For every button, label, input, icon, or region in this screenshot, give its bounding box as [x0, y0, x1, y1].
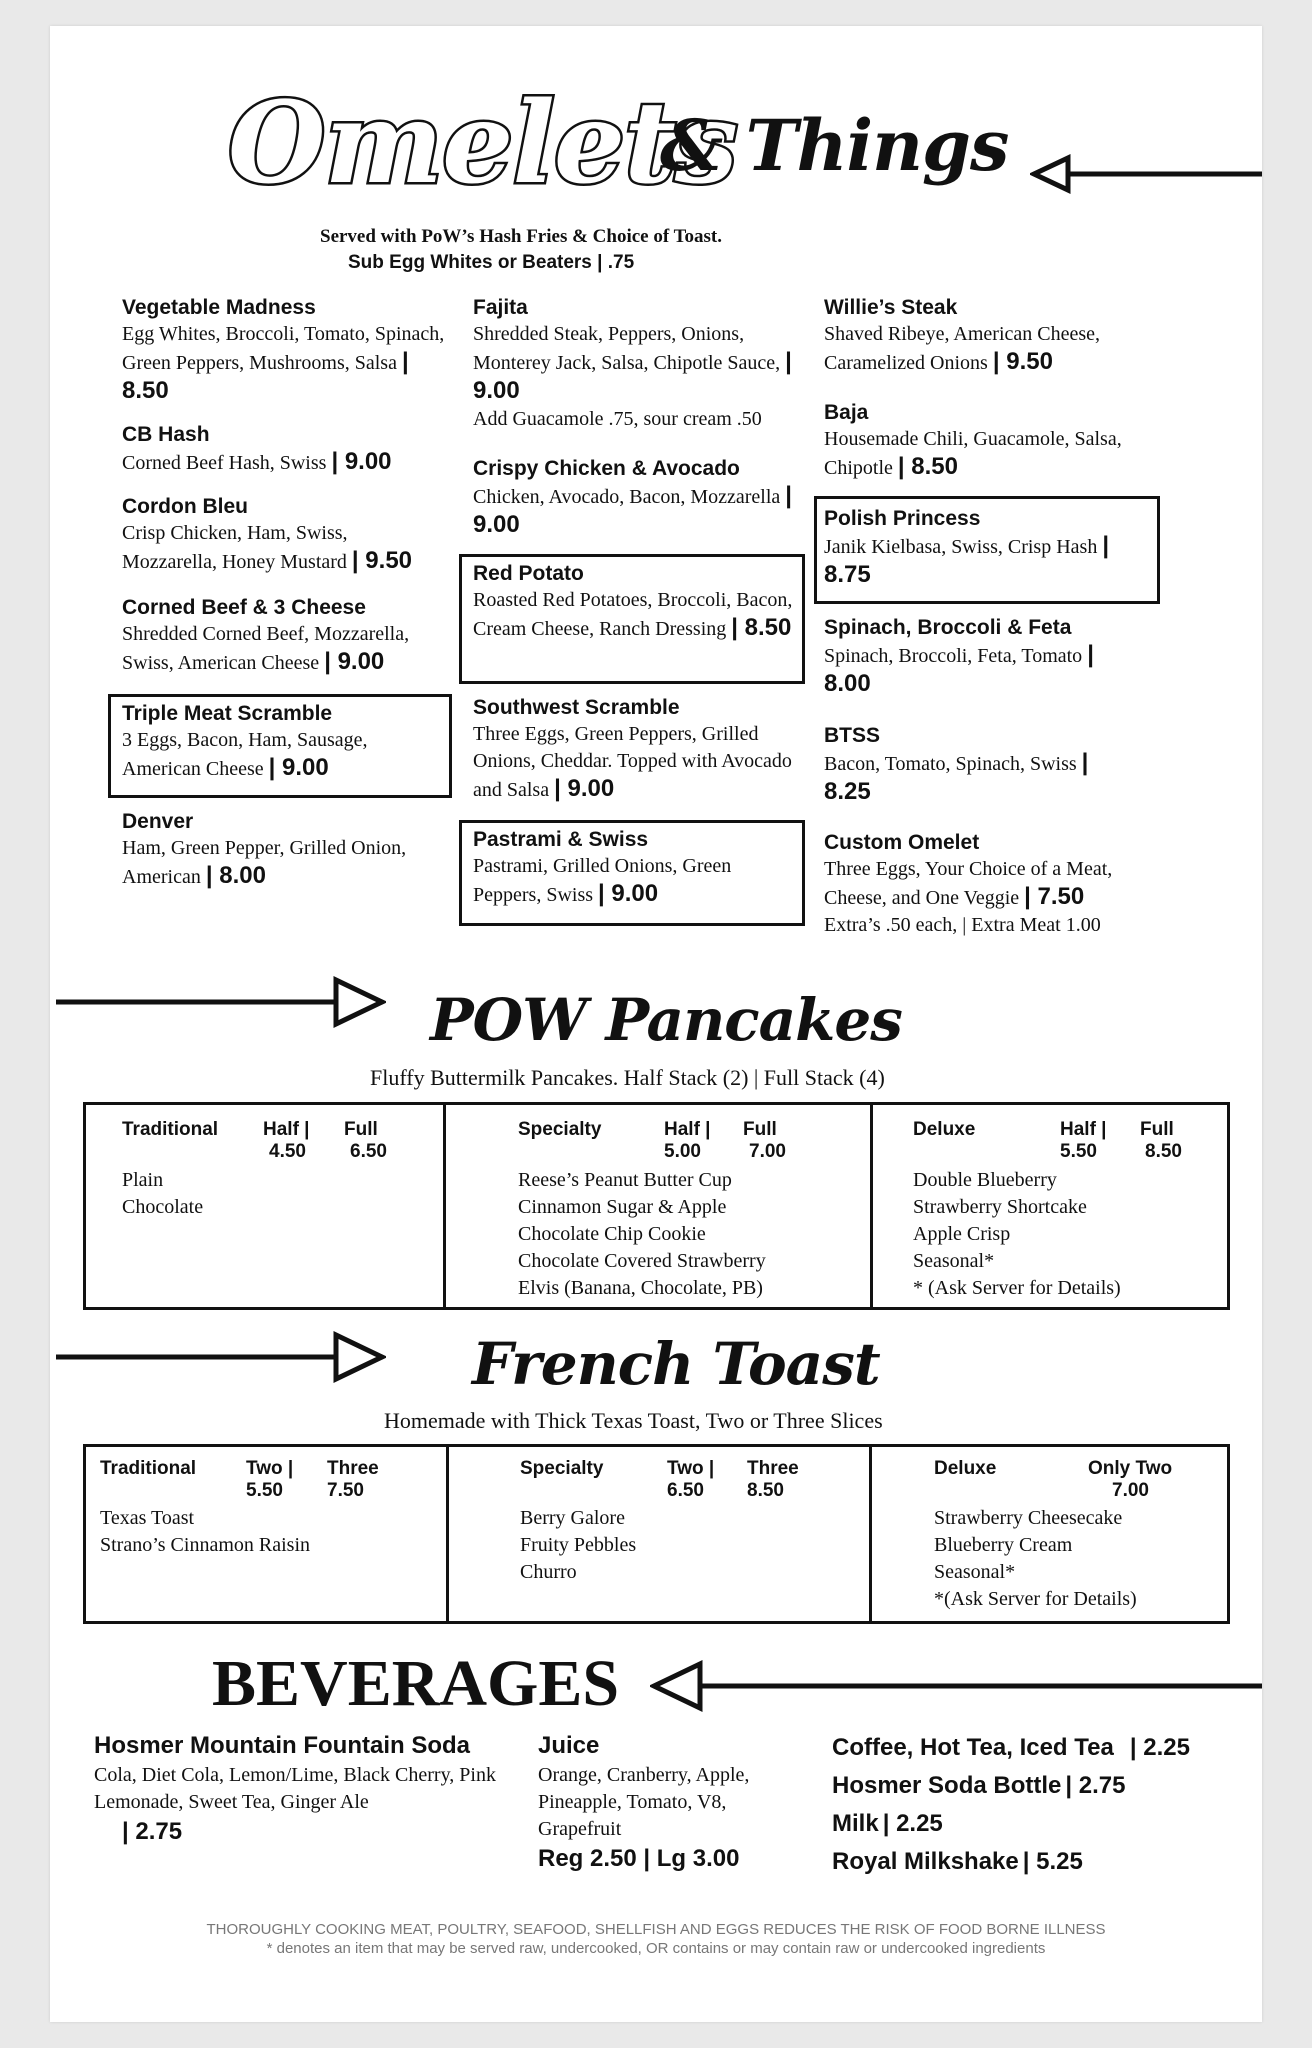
beverage-name: Hosmer Mountain Fountain Soda	[94, 1732, 470, 1759]
french-toast-table	[83, 1444, 1230, 1624]
col-size-2: Full	[1140, 1119, 1174, 1140]
col-name: Deluxe	[913, 1119, 976, 1140]
disclaimer-line-2: * denotes an item that may be served raw, undercooked, OR contains or may contain raw or undercooked ingredients	[266, 1940, 1046, 1957]
menu-item-baja	[824, 399, 1154, 482]
beverage-price: | 2.25	[882, 1810, 943, 1837]
list-item: Texas Toast	[100, 1507, 195, 1529]
item-desc: Three Eggs, Green Peppers, Grilled Onions, Cheddar. Topped with Avocado and Salsa	[473, 723, 792, 801]
menu-page	[50, 26, 1262, 2022]
list-item: Chocolate Chip Cookie	[518, 1223, 706, 1245]
col-price-1: 7.00	[1112, 1480, 1149, 1501]
col-name: Traditional	[100, 1458, 197, 1479]
item-price: | 9.00	[324, 648, 385, 675]
french-toast-subtitle: Homemade with Thick Texas Toast, Two or Three Slices	[384, 1408, 883, 1433]
pancakes-title: POW Pancakes	[430, 986, 902, 1054]
item-name: Spinach, Broccoli & Feta	[824, 616, 1072, 639]
beverage-price: | 5.25	[1022, 1848, 1083, 1875]
list-item: Chocolate	[122, 1196, 204, 1218]
beverage-name: Milk	[832, 1810, 879, 1837]
pancakes-table	[83, 1102, 1230, 1310]
item-price: | 9.00	[473, 482, 793, 538]
pancakes-col-traditional	[86, 1105, 446, 1307]
item-extra: Add Guacamole .75, sour cream .50	[473, 408, 762, 430]
beverage-name: Juice	[538, 1732, 600, 1759]
col-price-1: 5.00	[664, 1141, 701, 1162]
list-item: Churro	[520, 1561, 577, 1583]
item-desc: Janik Kielbasa, Swiss, Crisp Hash	[824, 536, 1098, 558]
col-price-2: 7.50	[327, 1480, 364, 1501]
omelets-title-rest: & Things	[660, 104, 1009, 187]
item-price: | 9.00	[331, 448, 392, 475]
menu-item-denver	[122, 808, 447, 891]
item-price: | 8.50	[731, 614, 792, 641]
menu-item-crispy-chicken-avocado	[473, 455, 803, 540]
list-item: Seasonal*	[934, 1561, 1016, 1583]
col-items	[913, 1167, 1121, 1302]
item-name: BTSS	[824, 724, 881, 747]
item-desc: Roasted Red Potatoes, Broccoli, Bacon, Cream Cheese, Ranch Dressing	[473, 589, 793, 640]
list-item: Berry Galore	[520, 1507, 625, 1529]
menu-item-corned-beef-3-cheese	[122, 594, 452, 677]
list-item: Strano’s Cinnamon Raisin	[100, 1534, 310, 1556]
item-name: Denver	[122, 810, 194, 833]
beverage-row	[832, 1848, 1252, 1886]
item-price: | 9.50	[351, 547, 413, 574]
disclaimer	[50, 1920, 1262, 1958]
col-size-1: Half |	[263, 1119, 310, 1140]
item-desc: Ham, Green Pepper, Grilled Onion, American	[122, 837, 407, 888]
col-name: Specialty	[520, 1458, 604, 1479]
pancakes-col-specialty	[446, 1105, 873, 1307]
item-desc: Spinach, Broccoli, Feta, Tomato	[824, 645, 1083, 667]
menu-item-triple-meat-scramble	[122, 700, 442, 783]
menu-item-vegetable-madness	[122, 294, 452, 406]
col-size-1: Half |	[664, 1119, 711, 1140]
item-price: | 8.50	[122, 348, 409, 404]
item-price: | 9.00	[554, 775, 615, 802]
list-item: Elvis (Banana, Chocolate, PB)	[518, 1277, 763, 1299]
col-items	[122, 1167, 203, 1221]
col-size-1: Two |	[667, 1458, 715, 1479]
list-item: Cinnamon Sugar & Apple	[518, 1196, 727, 1218]
col-items	[100, 1505, 310, 1559]
beverage-price: | 2.75	[122, 1818, 183, 1845]
list-item: Blueberry Cream	[934, 1534, 1073, 1556]
french-toast-title: French Toast	[472, 1330, 880, 1398]
item-desc: Chicken, Avocado, Bacon, Mozzarella	[473, 486, 781, 508]
col-size-2: Full	[743, 1119, 777, 1140]
arrow-left-icon	[650, 1658, 1262, 1714]
item-desc: Egg Whites, Broccoli, Tomato, Spinach, Green Peppers, Mushrooms, Salsa	[122, 323, 445, 374]
item-name: Baja	[824, 401, 869, 424]
menu-item-cordon-bleu	[122, 493, 442, 576]
item-price: | 9.00	[473, 348, 792, 404]
omelets-subtitle: Served with PoW’s Hash Fries & Choice of Toast.	[320, 226, 722, 247]
col-size-1: Two |	[246, 1458, 294, 1479]
item-desc: Three Eggs, Your Choice of a Meat, Cheese, and One Veggie	[824, 858, 1113, 909]
item-name: Polish Princess	[824, 507, 981, 530]
menu-item-red-potato	[473, 560, 793, 643]
menu-item-cb-hash	[122, 421, 452, 477]
item-desc: Pastrami, Grilled Onions, Green Peppers, Swiss	[473, 855, 732, 906]
col-items	[520, 1505, 636, 1586]
col-price-2: 8.50	[1145, 1141, 1182, 1162]
item-name: CB Hash	[122, 423, 210, 446]
beverage-price: Reg 2.50 | Lg 3.00	[538, 1845, 740, 1872]
beverage-price: | 2.25	[1129, 1734, 1190, 1761]
french-toast-col-deluxe	[872, 1447, 1227, 1621]
item-name: Triple Meat Scramble	[122, 702, 333, 725]
menu-item-polish-princess	[824, 505, 1149, 590]
item-desc: Shredded Steak, Peppers, Onions, Monterey Jack, Salsa, Chipotle Sauce,	[473, 323, 781, 374]
item-price: | 8.75	[824, 532, 1110, 588]
arrow-right-icon	[56, 1329, 386, 1387]
col-size-2: Three	[327, 1458, 379, 1479]
item-extra: Extra’s .50 each, | Extra Meat 1.00	[824, 914, 1101, 936]
menu-item-fajita	[473, 294, 803, 433]
item-name: Custom Omelet	[824, 831, 980, 854]
item-desc: Housemade Chili, Guacamole, Salsa, Chipotle	[824, 428, 1122, 479]
item-name: Crispy Chicken & Avocado	[473, 457, 740, 480]
arrow-right-icon	[56, 974, 386, 1032]
beverage-desc: Cola, Diet Cola, Lemon/Lime, Black Cherry, Pink Lemonade, Sweet Tea, Ginger Ale	[94, 1764, 496, 1813]
item-desc: 3 Eggs, Bacon, Ham, Sausage, American Cheese	[122, 729, 368, 780]
omelets-title-script: Omelets	[228, 78, 737, 209]
list-item: Strawberry Cheesecake	[934, 1507, 1123, 1529]
beverages-title: BEVERAGES	[212, 1647, 620, 1720]
beverage-row	[832, 1810, 1252, 1848]
menu-item-btss	[824, 722, 1134, 807]
col-price-2: 6.50	[350, 1141, 387, 1162]
col-size-1: Only Two	[1088, 1458, 1173, 1479]
pancakes-subtitle: Fluffy Buttermilk Pancakes. Half Stack (2) | Full Stack (4)	[370, 1065, 885, 1090]
beverage-list	[832, 1734, 1252, 1886]
item-price: | 8.00	[824, 641, 1094, 697]
col-name: Specialty	[518, 1119, 602, 1140]
list-item: * (Ask Server for Details)	[913, 1277, 1121, 1299]
beverage-row	[832, 1734, 1252, 1772]
item-desc: Shaved Ribeye, American Cheese, Caramelized Onions	[824, 323, 1101, 374]
item-price: | 9.50	[992, 348, 1053, 375]
omelets-sub-note: Sub Egg Whites or Beaters | .75	[348, 252, 635, 273]
item-price: | 8.50	[897, 453, 958, 480]
beverage-juice	[538, 1732, 798, 1873]
list-item: Apple Crisp	[913, 1223, 1011, 1245]
beverage-row	[832, 1772, 1252, 1810]
item-price: | 8.00	[205, 862, 266, 889]
french-toast-col-specialty	[449, 1447, 872, 1621]
col-size-1: Half |	[1060, 1119, 1107, 1140]
beverage-fountain-soda	[94, 1732, 514, 1846]
pancakes-col-deluxe	[873, 1105, 1227, 1307]
list-item: Double Blueberry	[913, 1169, 1057, 1191]
item-price: | 8.25	[824, 749, 1089, 805]
item-name: Fajita	[473, 296, 528, 319]
col-price-1: 6.50	[667, 1480, 704, 1501]
item-name: Pastrami & Swiss	[473, 828, 649, 851]
col-price-1: 4.50	[269, 1141, 306, 1162]
beverage-name: Hosmer Soda Bottle	[832, 1772, 1062, 1799]
col-items	[518, 1167, 766, 1302]
list-item: Chocolate Covered Strawberry	[518, 1250, 766, 1272]
menu-item-pastrami-swiss	[473, 826, 793, 909]
item-name: Vegetable Madness	[122, 296, 316, 319]
menu-item-custom-omelet	[824, 829, 1164, 939]
item-name: Southwest Scramble	[473, 696, 680, 719]
col-size-2: Three	[747, 1458, 799, 1479]
col-size-2: Full	[344, 1119, 378, 1140]
item-name: Cordon Bleu	[122, 495, 248, 518]
beverage-desc: Orange, Cranberry, Apple, Pineapple, Tomato, V8, Grapefruit	[538, 1764, 750, 1840]
item-desc: Crisp Chicken, Ham, Swiss, Mozzarella, Honey Mustard	[122, 522, 348, 573]
col-price-1: 5.50	[246, 1480, 283, 1501]
col-items	[934, 1505, 1137, 1613]
beverage-name: Royal Milkshake	[832, 1848, 1019, 1875]
menu-item-willies-steak	[824, 294, 1154, 377]
col-price-2: 7.00	[749, 1141, 786, 1162]
list-item: Plain	[122, 1169, 164, 1191]
item-name: Red Potato	[473, 562, 584, 585]
item-price: | 9.00	[268, 754, 329, 781]
item-name: Willie’s Steak	[824, 296, 958, 319]
col-name: Traditional	[122, 1119, 219, 1140]
list-item: Strawberry Shortcake	[913, 1196, 1087, 1218]
beverage-price: | 2.75	[1065, 1772, 1126, 1799]
list-item: *(Ask Server for Details)	[934, 1588, 1137, 1610]
arrow-left-icon	[1030, 152, 1262, 196]
menu-item-southwest-scramble	[473, 694, 803, 804]
disclaimer-line-1: THOROUGHLY COOKING MEAT, POULTRY, SEAFOOD, SHELLFISH AND EGGS REDUCES THE RISK OF FOOD BORNE ILLNESS	[206, 1921, 1106, 1938]
item-desc: Bacon, Tomato, Spinach, Swiss	[824, 753, 1077, 775]
list-item: Reese’s Peanut Butter Cup	[518, 1169, 732, 1191]
list-item: Fruity Pebbles	[520, 1534, 637, 1556]
col-price-1: 5.50	[1060, 1141, 1097, 1162]
col-price-2: 8.50	[747, 1480, 784, 1501]
item-price: | 7.50	[1024, 883, 1085, 910]
list-item: Seasonal*	[913, 1250, 995, 1272]
item-desc: Shredded Corned Beef, Mozzarella, Swiss, American Cheese	[122, 623, 410, 674]
col-name: Deluxe	[934, 1458, 997, 1479]
item-name: Corned Beef & 3 Cheese	[122, 596, 366, 619]
menu-item-spinach-broccoli-feta	[824, 614, 1144, 699]
beverage-name: Coffee, Hot Tea, Iced Tea	[832, 1734, 1114, 1761]
french-toast-col-traditional	[86, 1447, 449, 1621]
item-price: | 9.00	[598, 880, 659, 907]
item-desc: Corned Beef Hash, Swiss	[122, 452, 327, 474]
